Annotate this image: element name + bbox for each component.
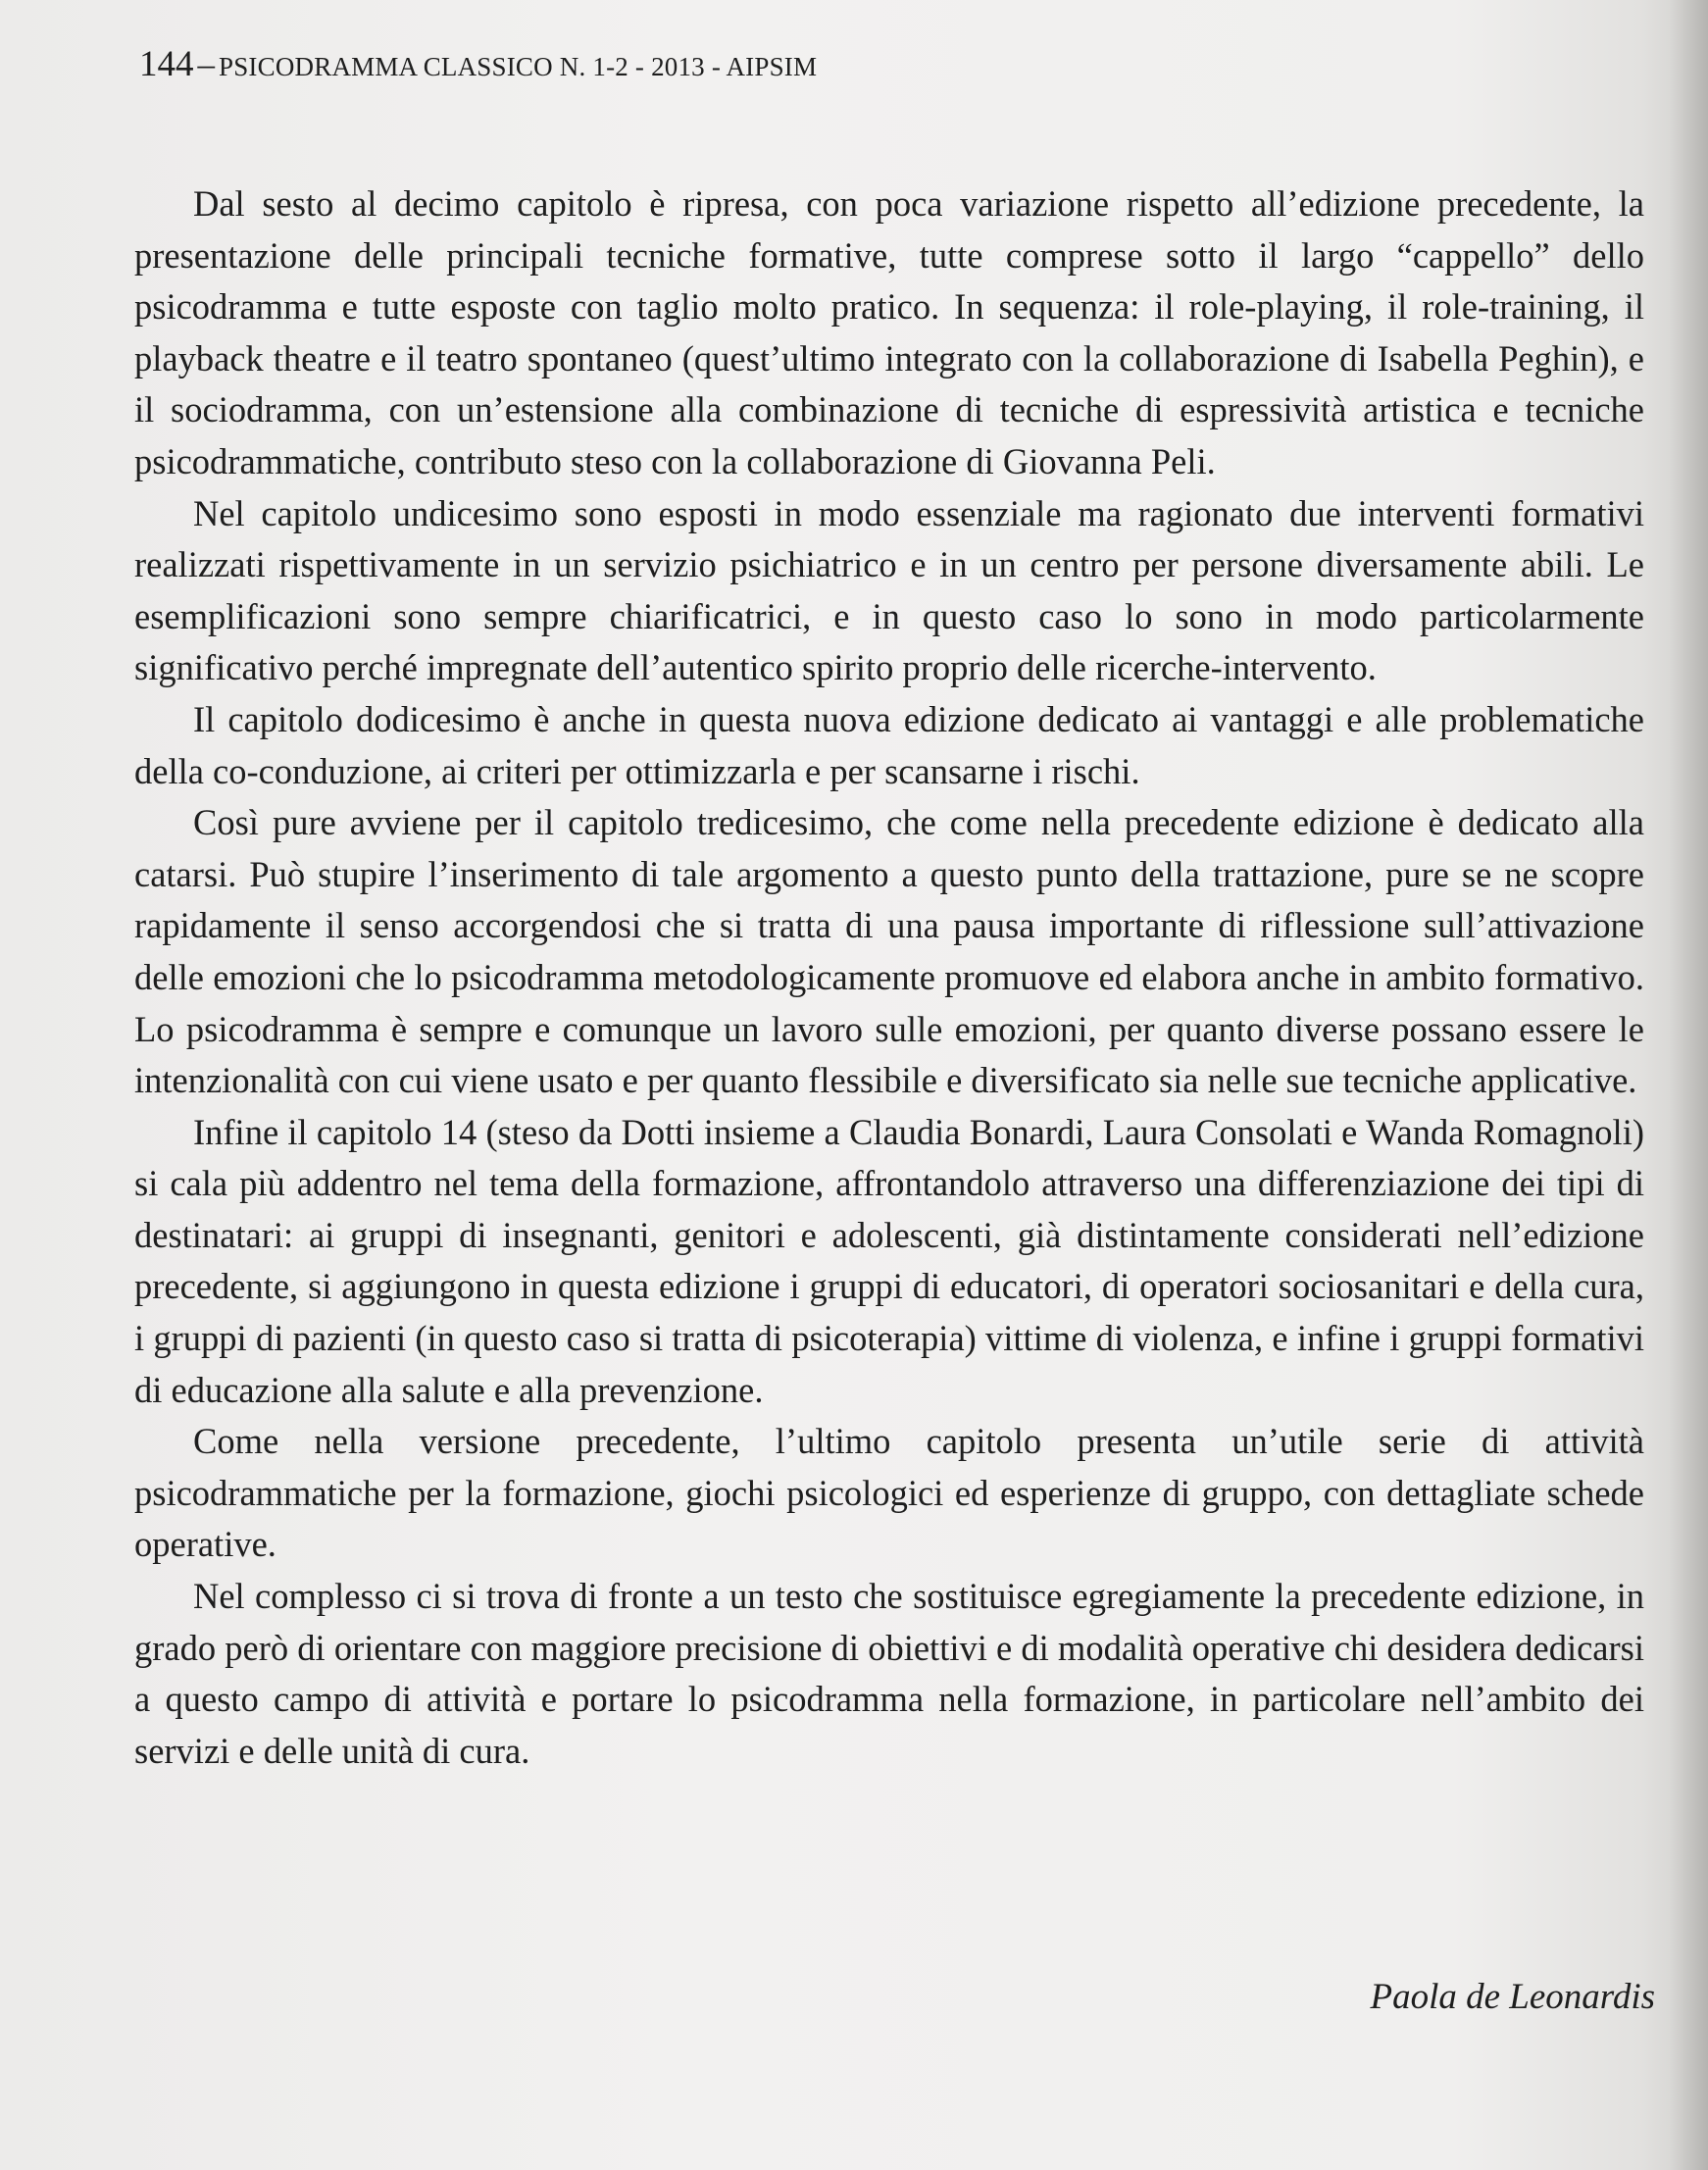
paragraph: Il capitolo dodicesimo è anche in questa nuova edizione dedicato ai vantaggi e alle problematiche della co-conduzione, ai criteri per ottimizzarla e per scansarne i rischi. — [134, 698, 1644, 791]
paragraph: Infine il capitolo 14 (steso da Dotti insieme a Claudia Bonardi, Laura Consolati e Wanda Romagnoli) si cala più addentro nel tema della formazione, affrontandolo attraverso una differenziazione dei tipi di destinatari: ai gruppi di insegnanti, genitori e adolescenti, già distintamente considerati nell’edizione precedente, si aggiungono in questa edizione i gruppi di educatori, di operatori sociosanitari e della cura, i gruppi di pazienti (in questo caso si tratta di psicoterapia) vittime di violenza, e infine i gruppi formativi di educazione alla salute e alla prevenzione. — [134, 1111, 1644, 1410]
page-edge-shadow — [1669, 0, 1708, 2170]
author-signature: Paola de Leonardis — [1370, 1977, 1655, 2017]
paragraph: Così pure avviene per il capitolo tredicesimo, che come nella precedente edizione è dedicato alla catarsi. Può stupire l’inserimento di tale argomento a questo punto della trattazione, pure se ne scopre rapidamente il senso accorgendosi che si tratta di una pausa importante di riflessione sull’attivazione delle emozioni che lo psicodramma metodologicamente promuove ed elabora anche in ambito formativo. Lo psicodramma è sempre e comunque un lavoro sulle emozioni, per quanto diverse possano essere le intenzionalità con cui viene usato e per quanto flessibile e diversificato sia nelle sue tecniche applicative. — [134, 802, 1644, 1101]
header-dash: – — [197, 45, 215, 83]
journal-title: PSICODRAMMA CLASSICO N. 1-2 - 2013 - AIPSIM — [219, 52, 818, 81]
paragraph: Nel complesso ci si trova di fronte a un testo che sostituisce egregiamente la precedente edizione, in grado però di orientare con maggiore precisione di obiettivi e di modalità operative chi desidera dedicarsi a questo campo di attività e portare lo psicodramma nella formazione, in particolare nell’ambito dei servizi e delle unità di cura. — [134, 1576, 1644, 1771]
paragraph: Dal sesto al decimo capitolo è ripresa, con poca variazione rispetto all’edizione precedente, la presentazione delle principali tecniche formative, tutte comprese sotto il largo “cappello” dello psicodramma e tutte esposte con taglio molto pratico. In sequenza: il role-playing, il role-training, il playback theatre e il teatro spontaneo (quest’ultimo integrato con la collaborazione di Isabella Peghin), e il sociodramma, con un’estensione alla combinazione di tecniche di espressività artistica e tecniche psicodrammatiche, contributo steso con la collaborazione di Giovanna Peli. — [134, 183, 1644, 481]
running-head — [139, 43, 817, 85]
page-number: 144 — [139, 44, 194, 84]
paragraph: Come nella versione precedente, l’ultimo capitolo presenta un’utile serie di attività psicodrammatiche per la formazione, giochi psicologici ed esperienze di gruppo, con dettagliate schede operative. — [134, 1421, 1644, 1565]
article-body — [134, 178, 1644, 1777]
paragraph: Nel capitolo undicesimo sono esposti in modo essenziale ma ragionato due interventi formativi realizzati rispettivamente in un servizio psichiatrico e in un centro per persone diversamente abili. Le esemplificazioni sono sempre chiarificatrici, e in questo caso lo sono in modo particolarmente significativo perché impregnate dell’autentico spirito proprio delle ricerche-intervento. — [134, 492, 1644, 688]
